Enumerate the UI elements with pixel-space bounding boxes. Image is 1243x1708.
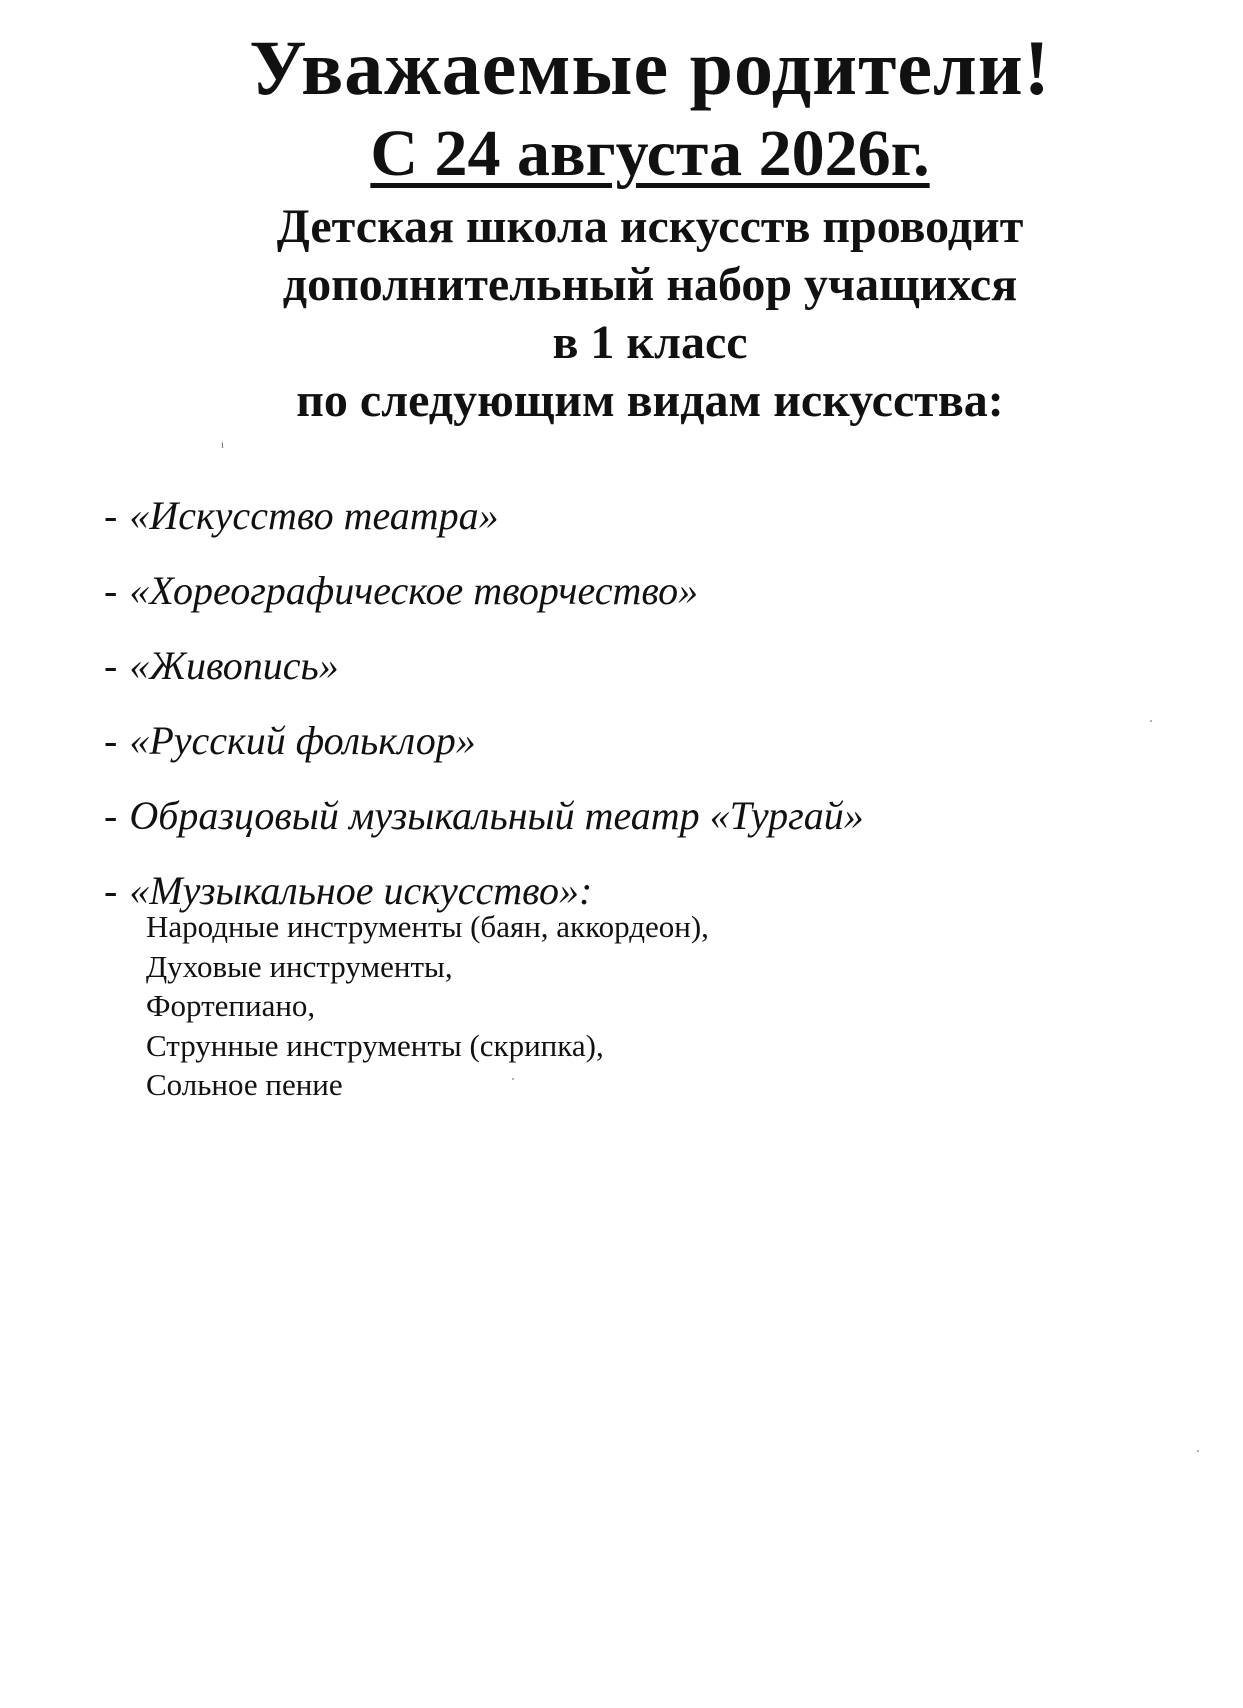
announcement-block xyxy=(190,198,1110,430)
music-subitem: Струнные инструменты (скрипка), xyxy=(146,1027,604,1063)
list-item-label: «Музыкальное искусство»: xyxy=(129,868,593,913)
announcement-line: Детская школа искусств проводит xyxy=(276,200,1024,253)
list-item-painting xyxy=(104,642,1104,717)
list-item-music-theatre xyxy=(104,792,1104,867)
list-dash: - xyxy=(104,868,118,913)
announcement-line: дополнительный набор учащихся xyxy=(282,258,1018,311)
greeting-heading: Уважаемые родители! xyxy=(249,24,1051,111)
music-subitem: Сольное пение xyxy=(146,1067,343,1102)
scan-speck xyxy=(1150,720,1152,722)
list-item-label: «Русский фольклор» xyxy=(129,718,476,763)
list-item-label: Образцовый музыкальный театр «Тургай» xyxy=(129,793,864,838)
music-subitem: Фортепиано, xyxy=(146,988,316,1023)
list-dash: - xyxy=(104,643,118,688)
announcement-line: по следующим видам искусства: xyxy=(296,374,1004,427)
music-subitem: Народные инструменты (баян, аккордеон), xyxy=(146,909,709,944)
list-dash: - xyxy=(104,568,118,613)
list-item-folklore xyxy=(104,717,1104,792)
announcement-line: в 1 класс xyxy=(552,316,748,369)
date-heading xyxy=(200,115,1100,193)
scan-speck xyxy=(1197,1450,1199,1452)
list-dash: - xyxy=(104,493,118,538)
list-item-label: «Хореографическое творчество» xyxy=(129,568,699,613)
list-item-theatre xyxy=(104,492,1104,567)
list-item-choreography xyxy=(104,567,1104,642)
list-dash: - xyxy=(104,718,118,763)
scan-speck xyxy=(512,1078,514,1080)
art-types-list xyxy=(104,492,1104,942)
date-text: С 24 августа 2026г. xyxy=(370,117,930,190)
list-item-label: «Искусство театра» xyxy=(129,493,499,538)
scan-mark: ⁱ xyxy=(221,441,224,456)
music-subitems-list xyxy=(146,907,709,1105)
music-subitem: Духовые инструменты, xyxy=(146,948,453,984)
list-item-label: «Живопись» xyxy=(129,643,339,688)
list-dash: - xyxy=(104,793,118,838)
